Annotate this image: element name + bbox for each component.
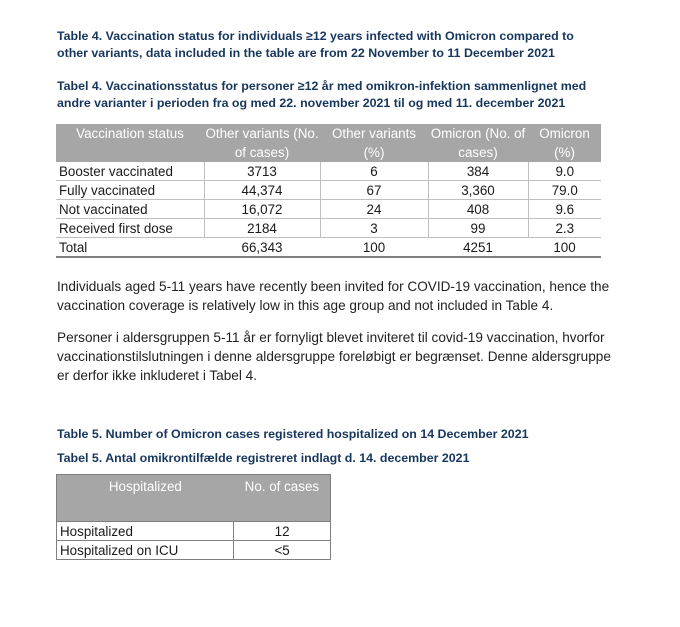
cell-value: 2.3 <box>528 219 601 238</box>
table5-header-cases: No. of cases <box>234 475 331 522</box>
row-label: Hospitalized <box>57 522 234 541</box>
table-row <box>56 162 601 181</box>
total-value: 66,343 <box>204 238 320 258</box>
row-label: Not vaccinated <box>56 200 204 219</box>
cell-value: 384 <box>428 162 528 181</box>
cell-value: 44,374 <box>204 181 320 200</box>
cell-value: 12 <box>234 522 331 541</box>
cell-value: 24 <box>320 200 428 219</box>
cell-value: <5 <box>234 541 331 560</box>
row-label: Hospitalized on ICU <box>57 541 234 560</box>
hospitalized-table <box>56 474 331 560</box>
total-value: 4251 <box>428 238 528 258</box>
cell-value: 408 <box>428 200 528 219</box>
note-da: Personer i aldersgruppen 5-11 år er fornyligt blevet inviteret til covid-19 vaccination, hvorfor vaccinationstilslutningen i denne aldersgruppe foreløbigt er begrænset. Denne aldersgruppe er derfor ikke inkluderet i Tabel 4. <box>57 330 611 383</box>
total-value: 100 <box>528 238 601 258</box>
row-label: Fully vaccinated <box>56 181 204 200</box>
table4-header-other-cases: Other variants (No. of cases) <box>205 126 319 160</box>
table4-header-omicron-cases: Omicron (No. of cases) <box>428 124 528 162</box>
cell-value: 3 <box>320 219 428 238</box>
cell-value: 6 <box>320 162 428 181</box>
table4-caption-en: Table 4. Vaccination status for individuals ≥12 years infected with Omicron compared to other variants, data included in the table are from 22 November to 11 December 2021 <box>57 29 574 60</box>
cell-value: 3713 <box>204 162 320 181</box>
cell-value: 99 <box>428 219 528 238</box>
table4-header-status: Vaccination status <box>56 124 204 162</box>
table5-header-row <box>57 475 331 522</box>
table4-header-other-pct: Other variants (%) <box>320 124 428 162</box>
cell-value: 2184 <box>204 219 320 238</box>
table-row <box>56 219 601 238</box>
row-label: Received first dose <box>56 219 204 238</box>
cell-value: 16,072 <box>204 200 320 219</box>
cell-value: 3,360 <box>428 181 528 200</box>
cell-value: 9.0 <box>528 162 601 181</box>
table5-caption-en: Table 5. Number of Omicron cases registered hospitalized on 14 December 2021 <box>57 427 529 441</box>
table4-header-omicron-pct: Omicron (%) <box>528 124 601 162</box>
total-label: Total <box>56 238 204 258</box>
row-label: Booster vaccinated <box>56 162 204 181</box>
table-row <box>56 181 601 200</box>
table-total-row <box>56 238 601 258</box>
table4-header-row <box>56 124 601 162</box>
table-row <box>56 200 601 219</box>
cell-value: 67 <box>320 181 428 200</box>
note-en: Individuals aged 5-11 years have recently been invited for COVID-19 vaccination, hence the vaccination coverage is relatively low in this age group and not included in Table 4. <box>57 279 610 313</box>
table5-caption-da: Tabel 5. Antal omikrontilfælde registreret indlagt d. 14. december 2021 <box>57 451 470 465</box>
total-value: 100 <box>320 238 428 258</box>
vaccination-status-table <box>56 124 601 258</box>
cell-value: 79.0 <box>528 181 601 200</box>
table-row <box>57 541 331 560</box>
table4-caption-da: Tabel 4. Vaccinationsstatus for personer ≥12 år med omikron-infektion sammenlignet med andre varianter i perioden fra og med 22. november 2021 til og med 11. december 2021 <box>57 79 587 110</box>
cell-value: 9.6 <box>528 200 601 219</box>
table5-header-hospitalized: Hospitalized <box>57 475 234 522</box>
table-row <box>57 522 331 541</box>
